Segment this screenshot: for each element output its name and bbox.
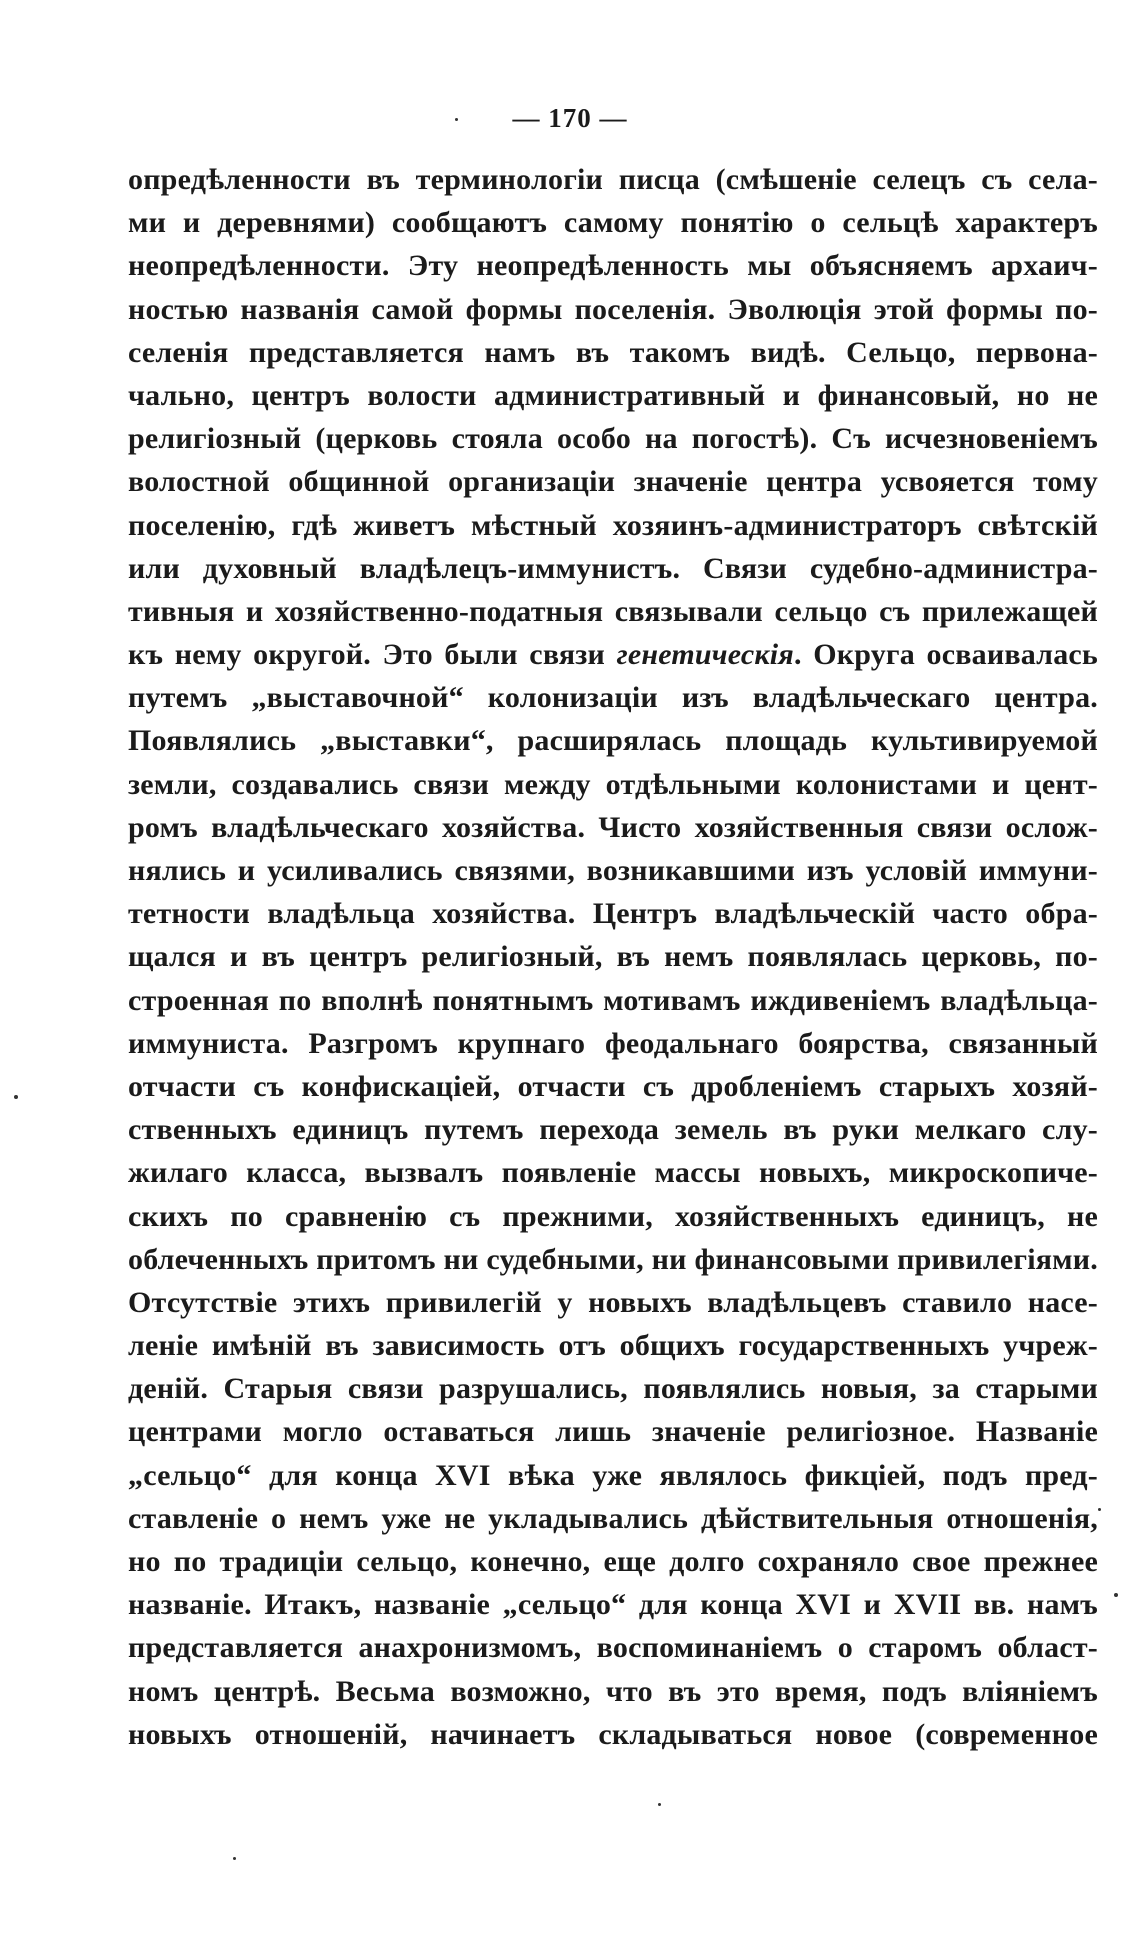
text-line: волостной общинной организаціи значеніе центра усвояется тому xyxy=(128,465,1098,499)
text-line: номъ центрѣ. Весьма возможно, что въ это время, подъ вліяніемъ xyxy=(128,1674,1098,1708)
text-line: Появлялись „выставки“, расширялась площадь культивируемой xyxy=(128,724,1098,758)
print-speck xyxy=(233,1857,236,1860)
page-number: — 170 — xyxy=(512,103,628,133)
text-line: центрами могло оставаться лишь значеніе религіозное. Названіе xyxy=(128,1415,1098,1449)
body-text xyxy=(128,158,1098,1756)
text-line: леніе имѣній въ зависимость отъ общихъ государственныхъ учреж- xyxy=(128,1329,1098,1363)
text-line: щался и въ центръ религіозный, въ немъ появлялась церковь, по- xyxy=(128,940,1098,974)
text-line: тивныя и хозяйственно-податныя связывали сельцо съ прилежащей xyxy=(128,594,1098,628)
text-line: иммуниста. Разгромъ крупнаго феодальнаго боярства, связанный xyxy=(128,1026,1098,1060)
text-line: путемъ „выставочной“ колонизаціи изъ владѣльческаго центра. xyxy=(128,681,1098,715)
text-line: „сельцо“ для конца XVI вѣка уже являлось фикціей, подъ пред- xyxy=(128,1458,1098,1492)
text-line: нялись и усиливались связями, возникавшими изъ условій иммуни- xyxy=(128,854,1098,887)
text-line: опредѣленности въ терминологіи писца (смѣшеніе селецъ съ села- xyxy=(128,163,1098,196)
text-line: тетности владѣльца хозяйства. Центръ владѣльческій часто обра- xyxy=(128,897,1098,931)
text-line: ственныхъ единицъ путемъ перехода земель въ руки мелкаго слу- xyxy=(128,1113,1098,1147)
text-line: облеченныхъ притомъ ни судебными, ни финансовыми привилегіями. xyxy=(128,1242,1098,1276)
text-line: неопредѣленности. Эту неопредѣленность мы объясняемъ архаич- xyxy=(128,249,1098,283)
text-line: жилаго класса, вызвалъ появленіе массы новыхъ, микроскопиче- xyxy=(128,1156,1098,1190)
text-line: селенія представляется намъ въ такомъ видѣ. Сельцо, первона- xyxy=(128,335,1098,369)
text-line: новыхъ отношеній, начинаетъ складываться новое (современное xyxy=(128,1717,1098,1751)
text-line: скихъ по сравненію съ прежними, хозяйственныхъ единицъ, не xyxy=(128,1199,1098,1233)
text-line: ми и деревнями) сообщаютъ самому понятію о сельцѣ характеръ xyxy=(128,206,1098,240)
text-line: ромъ владѣльческаго хозяйства. Чисто хозяйственныя связи ослож- xyxy=(128,810,1098,844)
print-speck xyxy=(658,1803,661,1806)
text-line: религіозный (церковь стояла особо на погостѣ). Съ исчезновеніемъ xyxy=(128,422,1098,456)
print-speck xyxy=(1098,1508,1101,1511)
print-speck xyxy=(455,118,458,121)
text-line: земли, создавались связи между отдѣльными колонистами и цент- xyxy=(128,767,1098,801)
text-line: или духовный владѣлецъ-иммунистъ. Связи судебно-администра- xyxy=(128,551,1098,585)
italic-term: генетическія xyxy=(616,638,794,672)
print-speck xyxy=(14,1095,18,1099)
text-line: представляется анахронизмомъ, воспоминаніемъ о старомъ област- xyxy=(128,1631,1098,1665)
text-line: отчасти съ конфискаціей, отчасти съ дробленіемъ старыхъ хозяй- xyxy=(128,1069,1098,1103)
text-line: деній. Старыя связи разрушались, появлялись новыя, за старыми xyxy=(128,1372,1098,1406)
text-line: поселенію, гдѣ живетъ мѣстный хозяинъ-администраторъ свѣтскій xyxy=(128,508,1098,542)
print-speck xyxy=(1114,1593,1118,1597)
text-line: строенная по вполнѣ понятнымъ мотивамъ иждивеніемъ владѣльца- xyxy=(128,983,1098,1017)
text-line: Отсутствіе этихъ привилегій у новыхъ владѣльцевъ ставило насе- xyxy=(128,1285,1098,1319)
text-line: къ нему округой. Это были связи генетическія. Округа осваивалась xyxy=(128,638,1098,672)
text-line: но по традиціи сельцо, конечно, еще долго сохраняло свое прежнее xyxy=(128,1545,1098,1578)
text-line: ностью названія самой формы поселенія. Эволюція этой формы по- xyxy=(128,292,1098,326)
text-line: чально, центръ волости административный и финансовый, но не xyxy=(128,378,1098,412)
text-line: названіе. Итакъ, названіе „сельцо“ для конца XVI и XVII вв. намъ xyxy=(128,1588,1098,1622)
text-line: ставленіе о немъ уже не укладывались дѣйствительныя отношенія, xyxy=(128,1501,1098,1535)
